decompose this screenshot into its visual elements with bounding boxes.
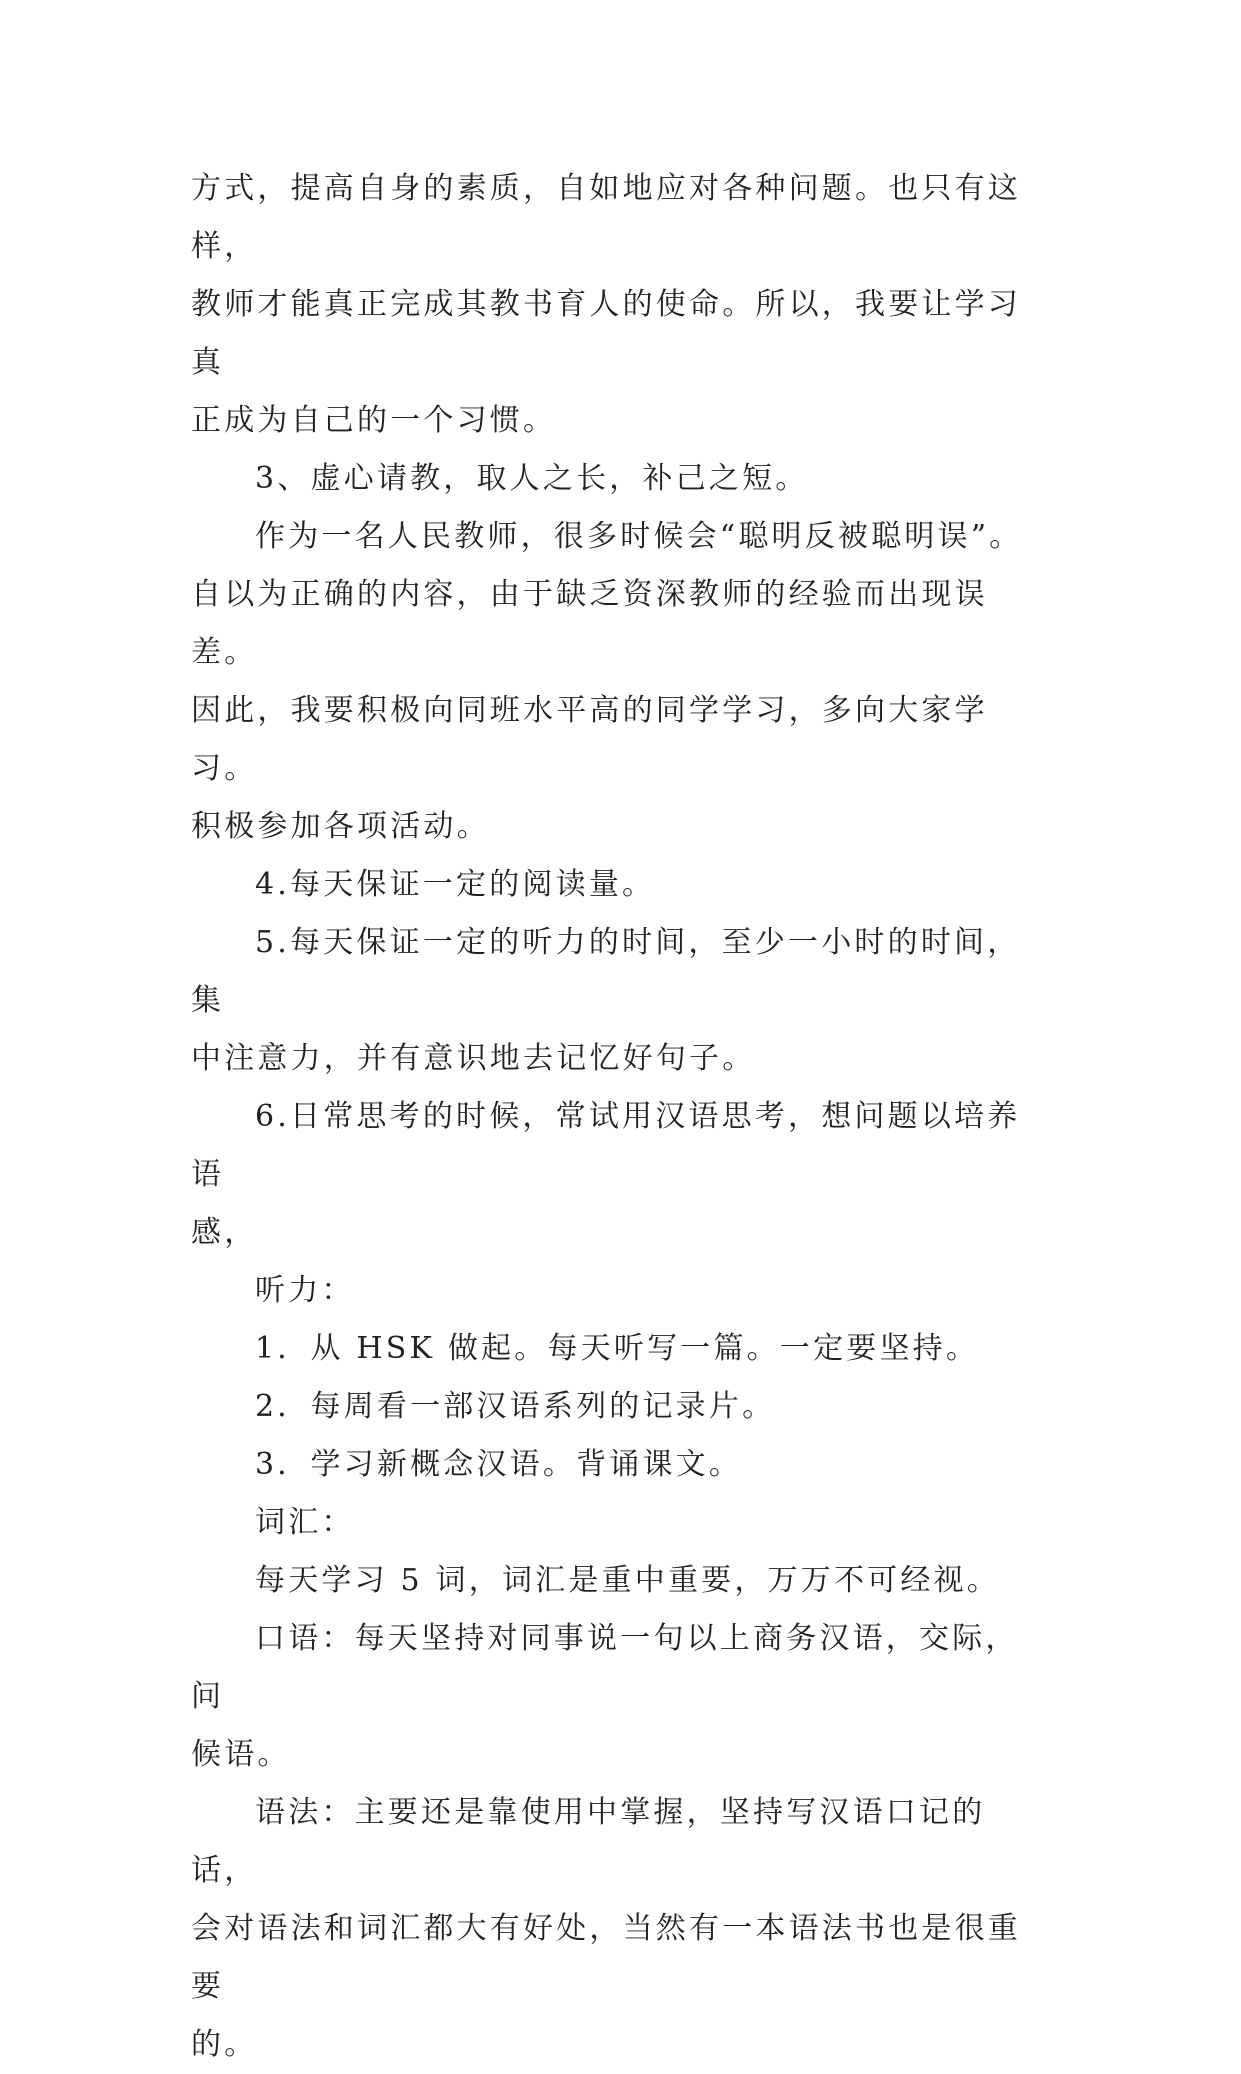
paragraph-4: 4.每天保证一定的阅读量。 <box>255 867 656 902</box>
paragraph-6: 6.日常思考的时候，常试用汉语思考，想问题以培养语 感， <box>191 1099 1021 1250</box>
paragraph-10: 3．学习新概念汉语。背诵课文。 <box>255 1447 743 1482</box>
paragraph-13: 口语：每天坚持对同事说一句以上商务汉语，交际，问 候语。 <box>191 1621 1019 1772</box>
paragraph-1: 方式，提高自身的素质，自如地应对各种问题。也只有这样， 教师才能真正完成其教书育人的使命。所以，我要让学习真 正成为自己的一个习惯。 <box>191 171 1021 438</box>
paragraph-12: 每天学习 5 词，词汇是重中重要，万万不可经视。 <box>255 1563 1000 1598</box>
paragraph-3: 作为一名人民教师，很多时候会“聪明反被聪明误”。 自以为正确的内容，由于缺乏资深教师的经验而出现误差。 因此，我要积极向同班水平高的同学学习，多向大家学习。 积极参加各项活动。 <box>191 519 1023 844</box>
paragraph-5: 5.每天保证一定的听力的时间，至少一小时的时间，集 中注意力，并有意识地去记忆好句子。 <box>191 925 1021 1076</box>
paragraph-2: 3、虚心请教，取人之长，补己之短。 <box>255 461 809 496</box>
paragraph-14: 语法：主要还是靠使用中掌握，坚持写汉语口记的话， 会对语法和词汇都大有好处，当然有一本语法书也是很重要 的。 <box>191 1795 1021 2062</box>
paragraph-9: 2．每周看一部汉语系列的记录片。 <box>255 1389 776 1424</box>
paragraph-11: 词汇： <box>255 1505 355 1540</box>
document-body <box>191 160 1051 2074</box>
paragraph-8: 1．从 HSK 做起。每天听写一篇。一定要坚持。 <box>255 1331 980 1366</box>
paragraph-7: 听力： <box>255 1273 355 1308</box>
